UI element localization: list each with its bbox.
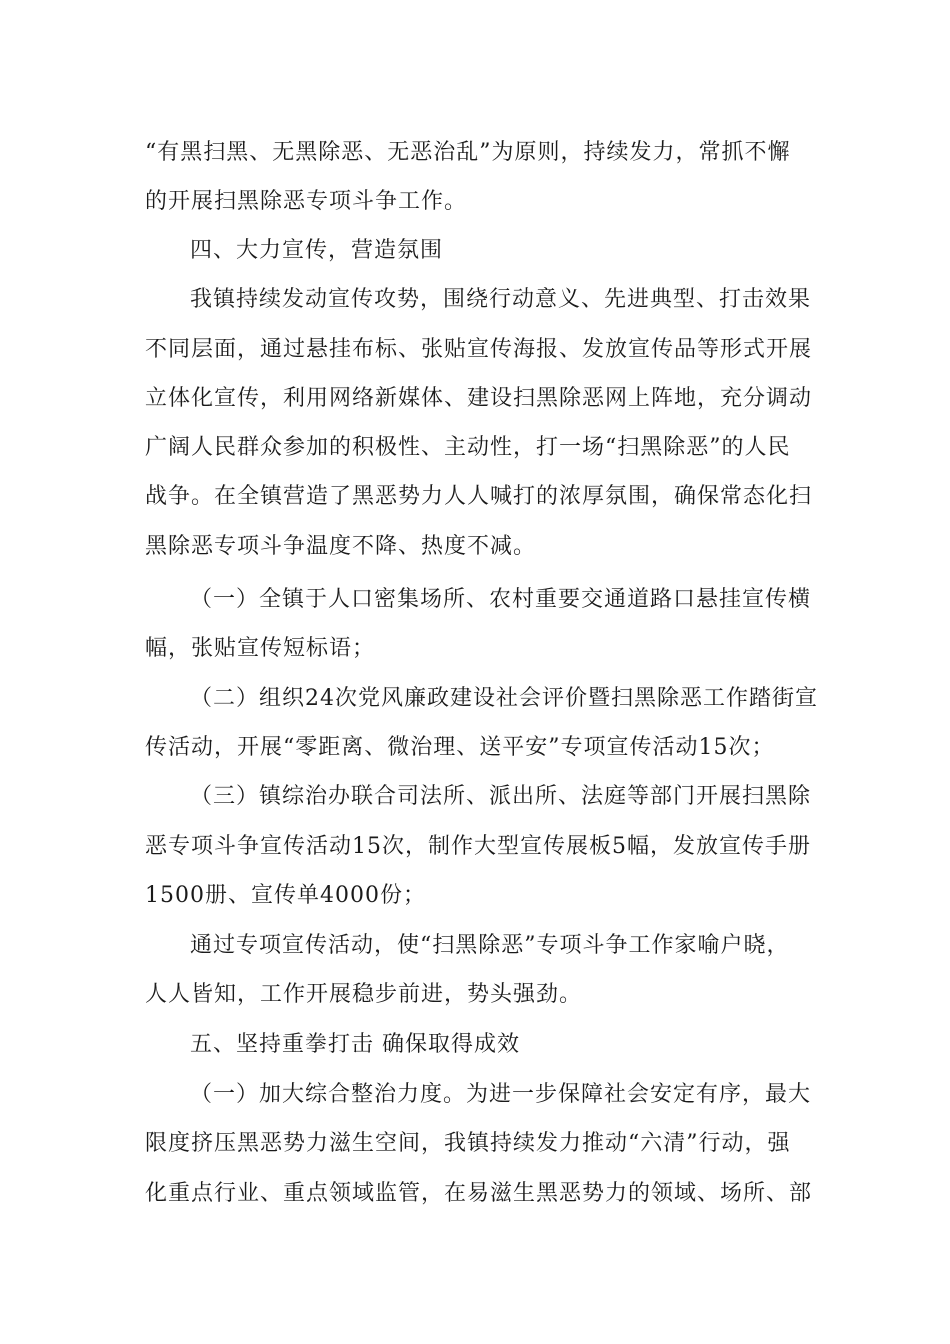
body-text-line: 恶专项斗争宣传活动15次，制作大型宣传展板5幅，发放宣传手册 — [145, 834, 811, 859]
section-heading-4: 四、大力宣传，营造氛围 — [190, 238, 444, 263]
body-text-line: 我镇持续发动宣传攻势，围绕行动意义、先进典型、打击效果 — [190, 287, 812, 312]
body-text-line: 化重点行业、重点领域监管，在易滋生黑恶势力的领域、场所、部 — [145, 1181, 813, 1206]
list-item-3: （三）镇综治办联合司法所、派出所、法庭等部门开展扫黑除 — [190, 784, 812, 809]
body-text-line: “有黑扫黑、无黑除恶、无恶治乱”为原则，持续发力，常抓不懈 — [145, 140, 791, 165]
body-text-line: 通过专项宣传活动，使“扫黑除恶”专项斗争工作家喻户晓， — [190, 933, 790, 958]
body-text-line: 的开展扫黑除恶专项斗争工作。 — [145, 189, 468, 214]
body-text-line: 幅，张贴宣传短标语； — [145, 636, 376, 661]
body-text-line: 战争。在全镇营造了黑恶势力人人喊打的浓厚氛围，确保常态化扫 — [145, 484, 813, 509]
list-item-1: （一）全镇于人口密集场所、农村重要交通道路口悬挂宣传横 — [190, 587, 812, 612]
body-text-line: 传活动，开展“零距离、微治理、送平安”专项宣传活动15次； — [145, 735, 775, 760]
body-text-line: 立体化宣传，利用网络新媒体、建设扫黑除恶网上阵地，充分调动 — [145, 386, 813, 411]
body-text-line: 不同层面，通过悬挂布标、张贴宣传海报、发放宣传品等形式开展 — [145, 337, 813, 362]
body-text-line: 黑除恶专项斗争温度不降、热度不减。 — [145, 534, 537, 559]
list-item-1: （一）加大综合整治力度。为进一步保障社会安定有序，最大 — [190, 1082, 812, 1107]
section-heading-5: 五、坚持重拳打击 确保取得成效 — [190, 1032, 520, 1057]
body-text-line: 1500册、宣传单4000份； — [145, 883, 426, 908]
body-text-line: 广阔人民群众参加的积极性、主动性，打一场“扫黑除恶”的人民 — [145, 435, 791, 460]
body-text-line: 限度挤压黑恶势力滋生空间，我镇持续发力推动“六清”行动，强 — [145, 1131, 791, 1156]
body-text-line: 人人皆知，工作开展稳步前进，势头强劲。 — [145, 982, 583, 1007]
list-item-2: （二）组织24次党风廉政建设社会评价暨扫黑除恶工作踏街宣 — [190, 686, 818, 711]
